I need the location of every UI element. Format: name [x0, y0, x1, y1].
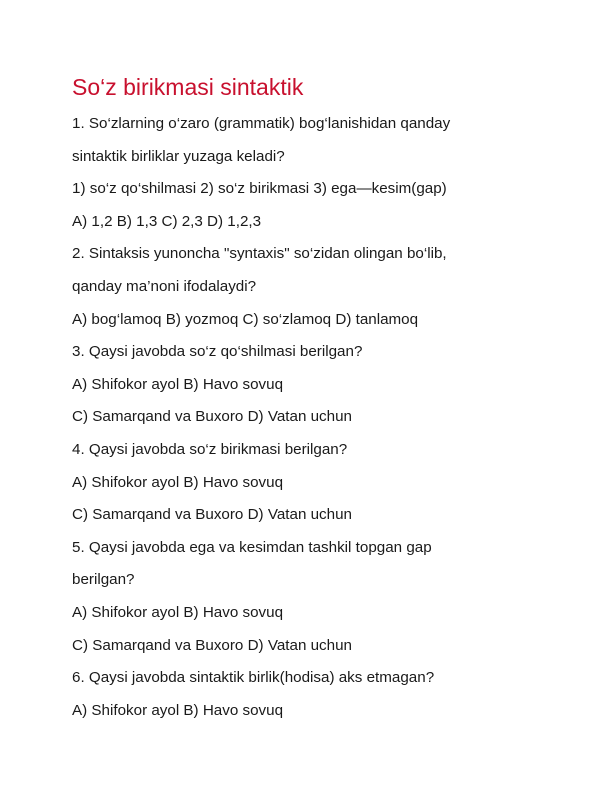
question-3-options-a: A) Shifokor ayol B) Havo sovuq — [72, 375, 284, 393]
question-1-options-a: 1) so‘z qo‘shilmasi 2) so‘z birikmasi 3) ega—kesim(gap) — [72, 180, 447, 198]
question-1-line-2: sintaktik birliklar yuzaga keladi? — [72, 147, 285, 165]
question-2-options: A) bog‘lamoq B) yozmoq C) so‘zlamoq D) tanlamoq — [72, 310, 419, 328]
question-3-text: 3. Qaysi javobda so‘z qo‘shilmasi berilgan? — [72, 343, 363, 361]
question-5-options-b: C) Samarqand va Buxoro D) Vatan uchun — [72, 636, 352, 654]
question-5-line-1: 5. Qaysi javobda ega va kesimdan tashkil topgan gap — [72, 538, 432, 556]
question-list — [72, 108, 572, 727]
page-title: So‘z birikmasi sintaktik — [72, 74, 304, 100]
question-4-options-a: A) Shifokor ayol B) Havo sovuq — [72, 473, 284, 491]
question-4-text: 4. Qaysi javobda so‘z birikmasi berilgan? — [72, 440, 348, 458]
question-2-line-2: qanday ma’noni ifodalaydi? — [72, 277, 257, 295]
question-6-text: 6. Qaysi javobda sintaktik birlik(hodisa) aks etmagan? — [72, 669, 435, 687]
question-1-options-b: A) 1,2 B) 1,3 C) 2,3 D) 1,2,3 — [72, 212, 262, 230]
question-5-options-a: A) Shifokor ayol B) Havo sovuq — [72, 603, 284, 621]
question-3-options-b: C) Samarqand va Buxoro D) Vatan uchun — [72, 408, 352, 426]
question-4-options-b: C) Samarqand va Buxoro D) Vatan uchun — [72, 506, 352, 524]
question-2-line-1: 2. Sintaksis yunoncha "syntaxis" so‘zidan olingan bo‘lib, — [72, 245, 447, 263]
question-1-line-1: 1. So‘zlarning o‘zaro (grammatik) bog‘lanishidan qanday — [72, 115, 451, 132]
question-6-options-a: A) Shifokor ayol B) Havo sovuq — [72, 701, 284, 719]
question-5-line-2: berilgan? — [72, 571, 135, 589]
